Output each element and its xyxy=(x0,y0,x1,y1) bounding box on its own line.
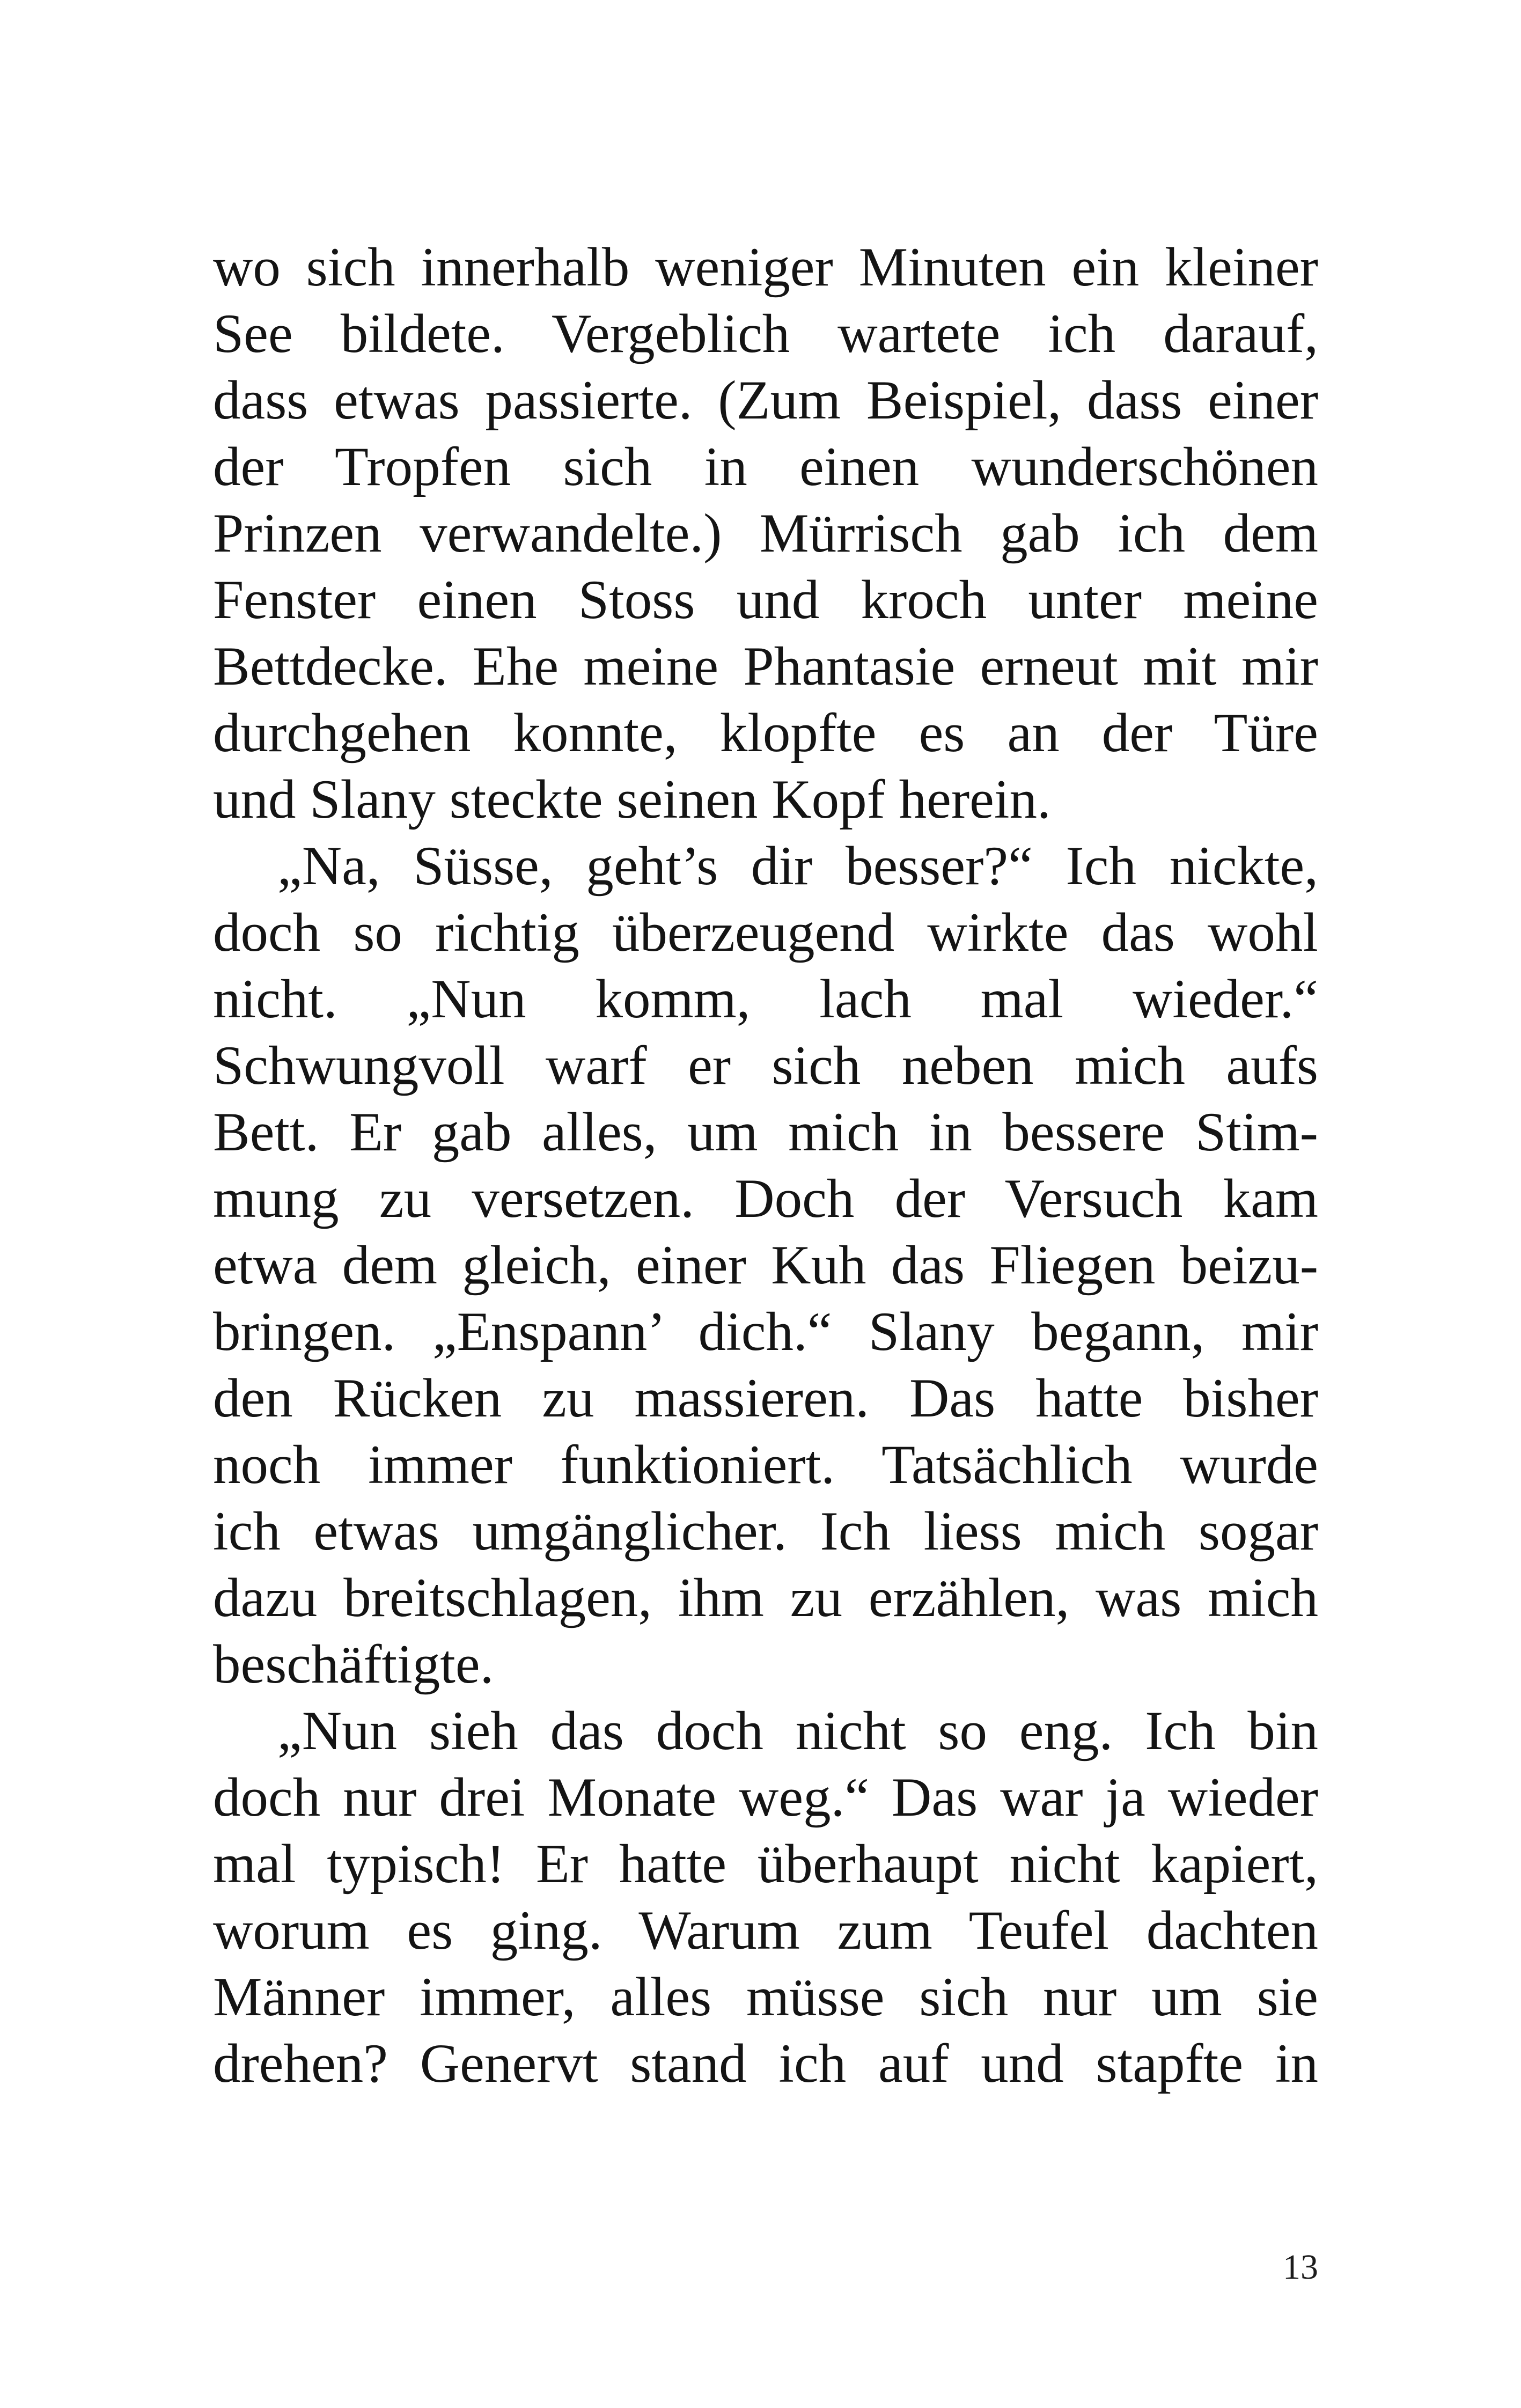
text-line: Bett. Er gab alles, um mich in bessere Stim- xyxy=(213,1102,1318,1163)
text-line: See bildete. Vergeblich wartete ich darauf, xyxy=(213,303,1318,364)
text-line: mung zu versetzen. Doch der Versuch kam xyxy=(213,1168,1318,1229)
text-line: durchgehen konnte, klopfte es an der Türe xyxy=(213,702,1318,763)
text-line: bringen. „Enspann’ dich.“ Slany begann, mir xyxy=(213,1301,1318,1362)
text-line: doch nur drei Monate weg.“ Das war ja wieder xyxy=(213,1767,1318,1828)
text-line: dazu breitschlagen, ihm zu erzählen, was mich xyxy=(213,1567,1318,1628)
text-line: Prinzen verwandelte.) Mürrisch gab ich dem xyxy=(213,503,1318,564)
paragraph xyxy=(213,234,1318,833)
text-line: und Slany steckte seinen Kopf herein. xyxy=(213,769,1051,830)
text-line: „Nun sieh das doch nicht so eng. Ich bin xyxy=(277,1700,1318,1761)
paragraph xyxy=(213,1698,1318,2097)
text-line: beschäftigte. xyxy=(213,1634,494,1695)
text-line: den Rücken zu massieren. Das hatte bisher xyxy=(213,1368,1318,1429)
text-line: mal typisch! Er hatte überhaupt nicht kapiert, xyxy=(213,1833,1318,1895)
text-line: Fenster einen Stoss und kroch unter meine xyxy=(213,569,1318,630)
text-line: Männer immer, alles müsse sich nur um sie xyxy=(213,1966,1318,2028)
text-line: „Na, Süsse, geht’s dir besser?“ Ich nickte, xyxy=(277,835,1318,897)
text-line: etwa dem gleich, einer Kuh das Fliegen beizu- xyxy=(213,1235,1318,1296)
text-line: worum es ging. Warum zum Teufel dachten xyxy=(213,1900,1318,1961)
paragraph xyxy=(213,833,1318,1698)
page-number: 13 xyxy=(1283,2248,1318,2287)
text-line: dass etwas passierte. (Zum Beispiel, dass einer xyxy=(213,370,1318,431)
text-line: doch so richtig überzeugend wirkte das wohl xyxy=(213,902,1318,963)
text-line: noch immer funktioniert. Tatsächlich wurde xyxy=(213,1434,1318,1495)
text-line: Bettdecke. Ehe meine Phantasie erneut mit mir xyxy=(213,636,1318,697)
body-text xyxy=(213,234,1318,2097)
text-line: drehen? Genervt stand ich auf und stapfte in xyxy=(213,2033,1318,2094)
text-line: der Tropfen sich in einen wunderschönen xyxy=(213,436,1318,497)
text-line: ich etwas umgänglicher. Ich liess mich sogar xyxy=(213,1501,1318,1562)
text-line: nicht. „Nun komm, lach mal wieder.“ xyxy=(213,968,1318,1030)
text-line: wo sich innerhalb weniger Minuten ein kleiner xyxy=(213,237,1318,298)
text-line: Schwungvoll warf er sich neben mich aufs xyxy=(213,1035,1318,1096)
